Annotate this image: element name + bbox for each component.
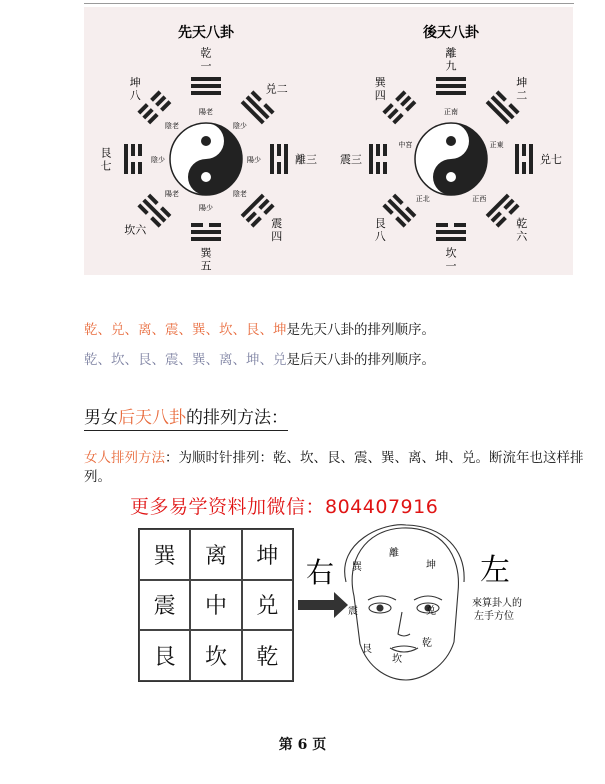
xiantian-bagua-diagram xyxy=(84,7,329,275)
trigram-symbol xyxy=(241,194,275,228)
trigram-symbol xyxy=(137,194,171,228)
trigram-symbol xyxy=(436,223,466,241)
bagua-diagram-panel xyxy=(84,7,573,275)
diagram-title: 後天八卦 xyxy=(423,25,479,41)
trigram-label: 一 xyxy=(445,259,457,273)
grid-cell: 坤 xyxy=(242,529,293,580)
page-number: 第 6 页 xyxy=(278,737,327,753)
method-paragraph xyxy=(84,449,584,487)
trigram-symbol xyxy=(486,194,520,228)
trigram-label: 六 xyxy=(516,230,528,244)
inner-label: 陰少 xyxy=(232,122,247,131)
face-trigram: 坤 xyxy=(426,560,436,571)
face-trigram: 巽 xyxy=(352,562,362,573)
grid-cell: 震 xyxy=(139,580,190,631)
method-label: 女人排列方法 xyxy=(84,450,165,466)
trigram-symbol xyxy=(241,90,275,124)
line-text: 是先天八卦的排列顺序。 xyxy=(286,322,435,338)
trigram-label: 二 xyxy=(516,88,528,102)
face-trigram: 震 xyxy=(348,606,358,617)
trigram-symbol xyxy=(369,144,387,174)
trigram-label: 四 xyxy=(271,230,283,244)
trigram-symbol xyxy=(137,90,171,124)
inner-label: 陽少 xyxy=(199,204,213,212)
grid-cell: 中 xyxy=(190,580,241,631)
inner-label: 陽少 xyxy=(247,156,261,164)
trigram-symbol xyxy=(270,144,288,174)
grid-cell: 乾 xyxy=(242,630,293,681)
xiantian-bagua-svg xyxy=(84,7,329,275)
trigram-grid xyxy=(138,528,294,682)
heading-highlight: 后天八卦 xyxy=(118,408,186,428)
top-rule xyxy=(84,3,574,4)
trigram-label: 坎六 xyxy=(124,223,147,237)
trigram-label: 離三 xyxy=(295,153,317,166)
inner-label: 陰老 xyxy=(232,189,247,198)
right-label: 右 xyxy=(306,556,335,589)
trigram-label: 兑七 xyxy=(540,153,562,166)
xiantian-order-line xyxy=(84,318,435,338)
trigram-label: 坤 xyxy=(129,75,141,89)
face-trigram: 兑 xyxy=(426,606,436,617)
left-label: 左 xyxy=(480,553,510,588)
face-diagram-svg xyxy=(294,522,550,688)
trigram-symbol xyxy=(124,144,142,174)
trigram-names: 乾、坎、艮、震、巽、离、坤、兑 xyxy=(84,352,287,368)
yin-yang-icon xyxy=(170,123,242,195)
trigram-symbol xyxy=(191,77,221,95)
trigram-symbol xyxy=(515,144,533,174)
trigram-label: 坎 xyxy=(445,246,457,260)
trigram-symbol xyxy=(382,194,416,228)
grid-cell: 兑 xyxy=(242,580,293,631)
trigram-symbol xyxy=(191,223,221,241)
method-text: ：为顺时针排列：乾、坎、艮、震、巽、离、坤、兑。断流年也这样排列。 xyxy=(84,450,584,485)
section-heading xyxy=(84,403,288,431)
inner-label: 陰少 xyxy=(151,156,165,164)
line-text: 是后天八卦的排列顺序。 xyxy=(286,352,435,368)
face-trigram: 艮 xyxy=(362,644,372,655)
trigram-symbol xyxy=(436,77,466,95)
promo-text: 更多易学资料加微信：804407916 xyxy=(130,496,439,518)
inner-label: 陰老 xyxy=(165,122,180,131)
note-line: 來算卦人的 xyxy=(472,598,522,609)
face-trigram: 乾 xyxy=(422,638,432,649)
inner-label: 正東 xyxy=(489,141,504,150)
trigram-label: 離 xyxy=(445,46,457,60)
inner-label: 陽老 xyxy=(199,108,213,116)
diagram-title: 先天八卦 xyxy=(178,25,234,41)
inner-label: 正南 xyxy=(444,108,458,116)
grid-cell: 离 xyxy=(190,529,241,580)
inner-label: 正西 xyxy=(472,194,487,203)
trigram-label: 乾 xyxy=(516,217,528,231)
trigram-label: 兑二 xyxy=(265,82,288,96)
arrow-right-icon xyxy=(298,592,348,618)
trigram-label: 五 xyxy=(200,259,212,273)
trigram-label: 九 xyxy=(445,59,457,73)
trigram-symbol xyxy=(486,90,520,124)
inner-label: 中宮 xyxy=(398,141,413,150)
trigram-label: 坤 xyxy=(516,75,528,89)
trigram-label: 巽 xyxy=(374,75,386,89)
trigram-symbol xyxy=(382,90,416,124)
inner-label: 正北 xyxy=(415,194,430,203)
heading-pre: 男女 xyxy=(84,408,118,428)
houtian-bagua-svg xyxy=(329,7,574,275)
trigram-label: 四 xyxy=(374,88,386,102)
grid-cell: 艮 xyxy=(139,630,190,681)
inner-label: 陽老 xyxy=(165,189,180,198)
heading-post: 的排列方法： xyxy=(186,408,288,428)
trigram-label: 八 xyxy=(129,88,141,102)
trigram-label: 巽 xyxy=(200,246,212,260)
face-trigram: 坎 xyxy=(392,654,402,665)
face-diagram xyxy=(294,522,550,688)
note-line: 左手方位 xyxy=(474,611,514,622)
trigram-label: 乾 xyxy=(200,46,212,60)
trigram-names: 乾、兑、离、震、巽、坎、艮、坤 xyxy=(84,322,287,338)
trigram-label: 震三 xyxy=(340,153,362,166)
face-icon xyxy=(345,525,464,680)
houtian-order-line xyxy=(84,348,435,368)
yin-yang-icon xyxy=(415,123,487,195)
trigram-label: 一 xyxy=(200,59,212,73)
trigram-label: 震 xyxy=(271,217,283,231)
trigram-label: 八 xyxy=(374,230,386,244)
houtian-bagua-diagram xyxy=(329,7,574,275)
grid-cell: 巽 xyxy=(139,529,190,580)
face-trigram: 離 xyxy=(389,548,399,559)
trigram-label: 艮 xyxy=(100,146,112,160)
trigram-label: 艮 xyxy=(374,217,386,231)
trigram-label: 七 xyxy=(100,159,112,173)
grid-cell: 坎 xyxy=(190,630,241,681)
